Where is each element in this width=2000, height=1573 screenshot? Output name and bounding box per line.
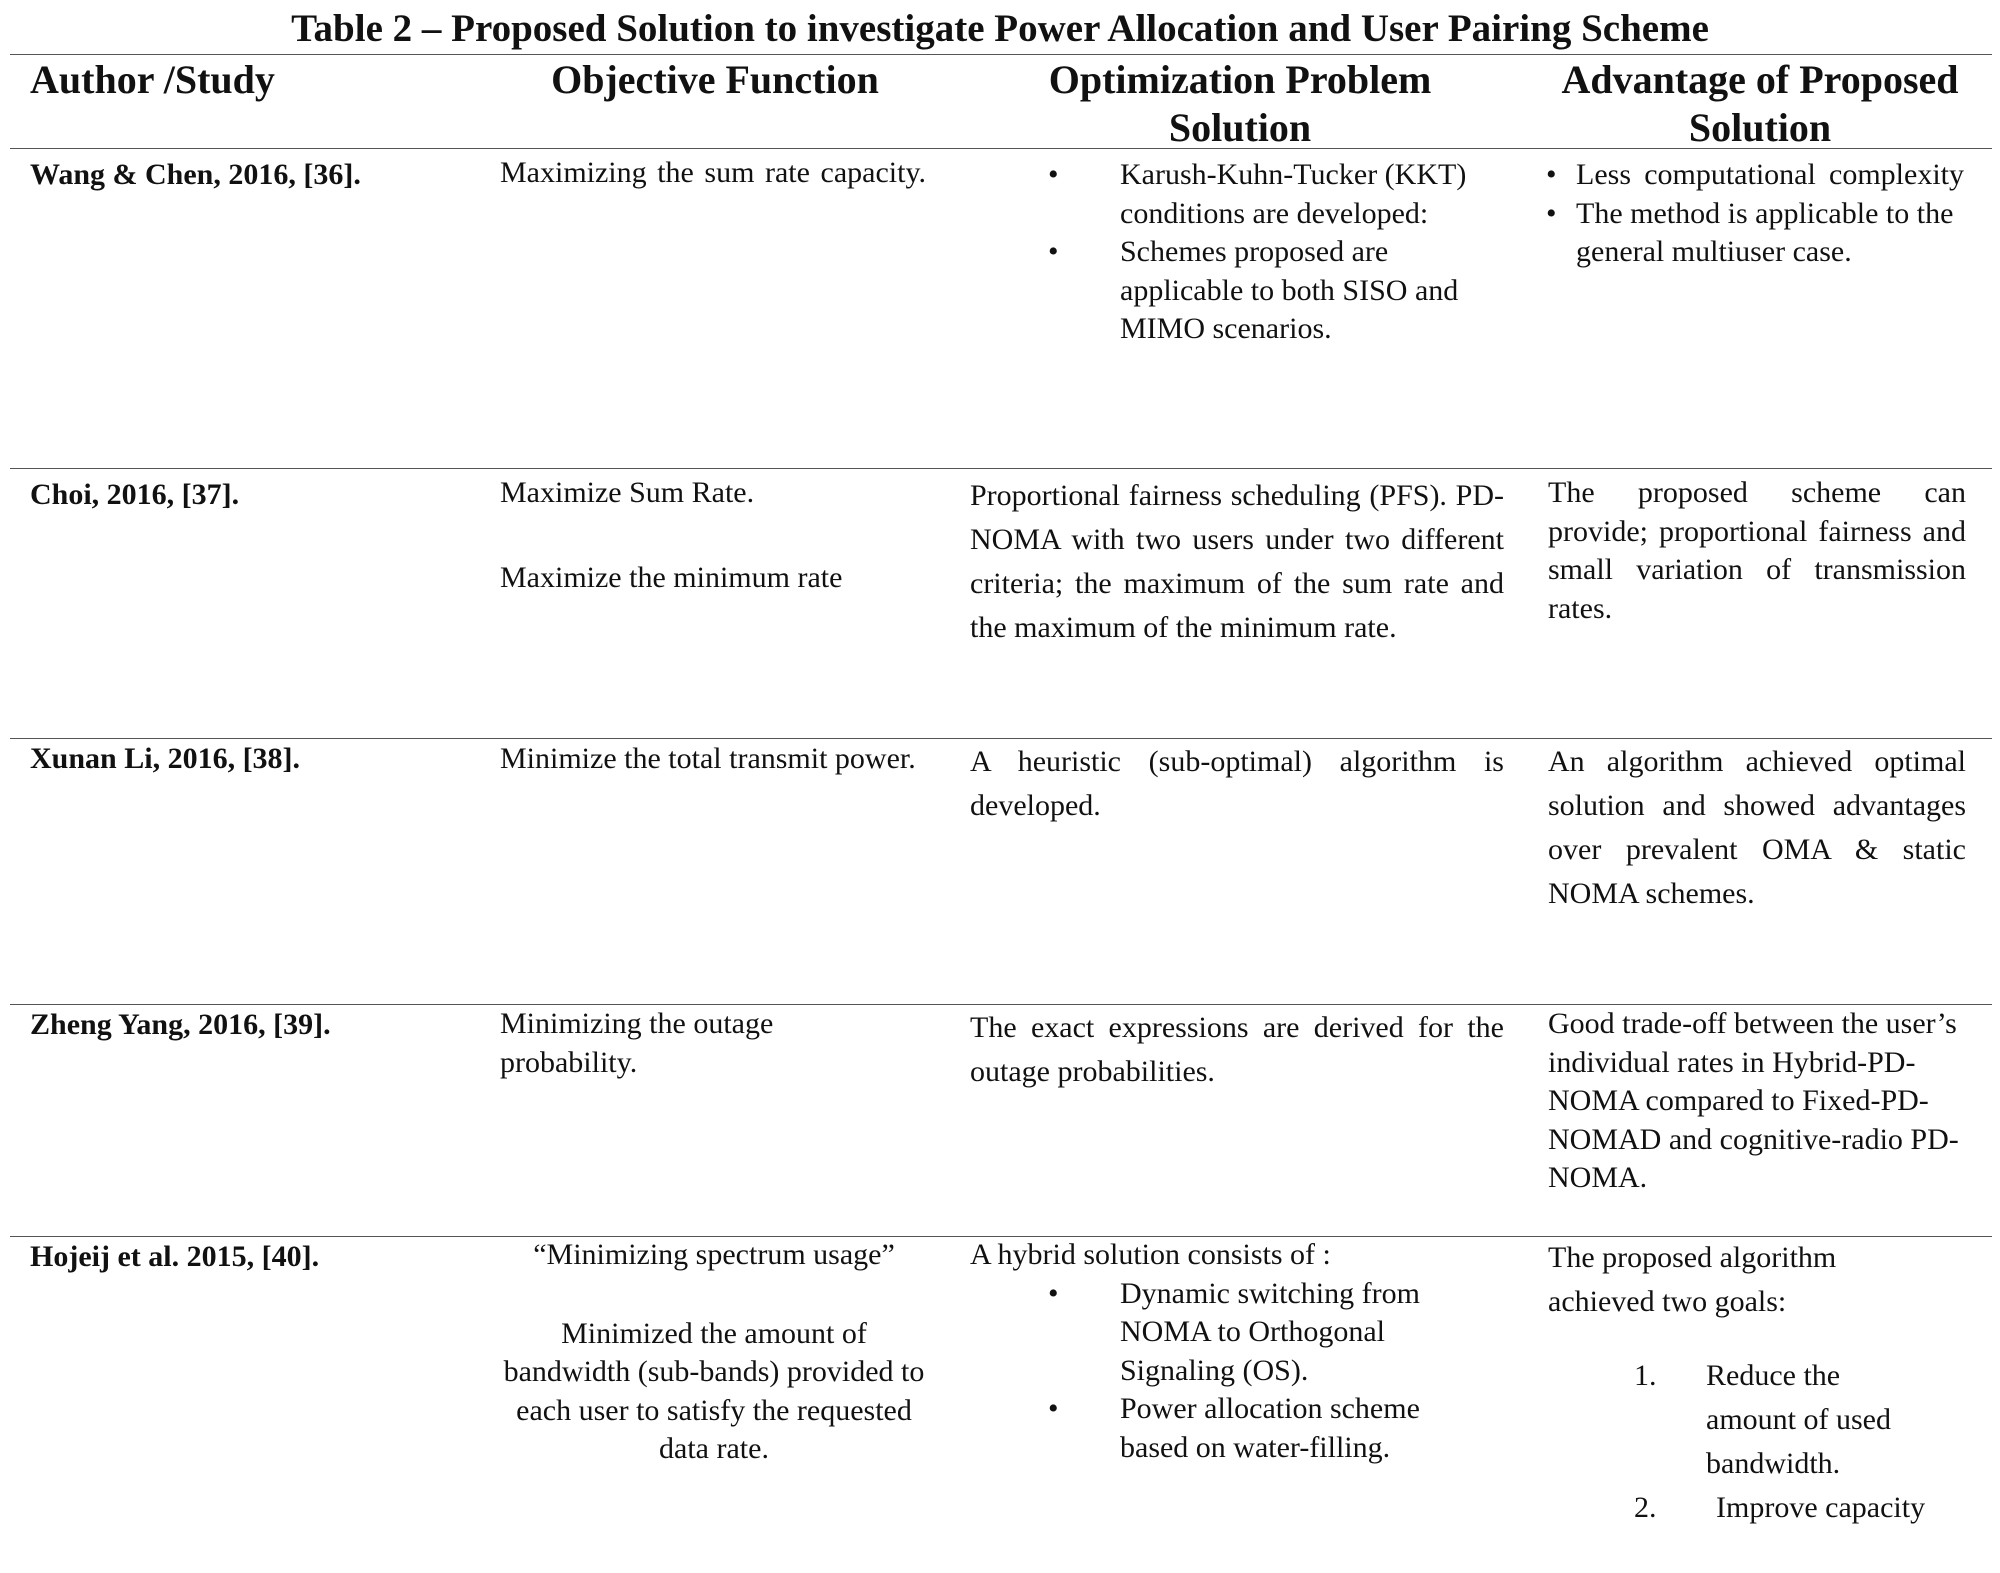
row-4-optimization: The exact expressions are derived for the outage probabilities.	[970, 1011, 1504, 1088]
row-1-optimization-bullet-1: • Karush-Kuhn-Tucker (KKT) conditions are developed:	[1048, 158, 1467, 230]
row-5-advantage-list	[1634, 1354, 1988, 1530]
row-3-objective: Minimize the total transmit power.	[500, 742, 916, 775]
row-2-objective	[500, 474, 930, 597]
row-5-author: Hojeij et al. 2015, [40].	[30, 1240, 320, 1273]
row-1-advantage-bullet-2: • The method is applicable to the general multiuser case.	[1546, 196, 1954, 268]
row-5-advantage-item-2: 2. Improve capacity	[1634, 1491, 1926, 1524]
header-objective: Objective Function	[551, 57, 879, 102]
row-5-advantage	[1548, 1236, 1988, 1530]
row-3-optimization: A heuristic (sub-optimal) algorithm is developed.	[970, 745, 1504, 822]
row-4-objective: Minimizing the outage probability.	[500, 1007, 774, 1079]
row-5-optimization-bullet-1: • Dynamic switching from NOMA to Orthogonal Signaling (OS).	[1048, 1276, 1420, 1387]
row-1-rule	[10, 468, 1992, 469]
header-bottom-rule	[10, 148, 1992, 149]
row-2-author: Choi, 2016, [37].	[30, 478, 240, 511]
row-5-objective	[498, 1236, 930, 1469]
row-2-objective-line-2: Maximize the minimum rate	[500, 560, 843, 594]
row-4-author: Zheng Yang, 2016, [39].	[30, 1008, 331, 1041]
header-advantage: Advantage of Proposed Solution	[1561, 57, 1959, 150]
row-5-objective-line-2: Minimized the amount of bandwidth (sub-bands) provided to each user to satisfy the requested data rate.	[503, 1316, 925, 1465]
row-5-advantage-intro: The proposed algorithm achieved two goals:	[1548, 1241, 1837, 1318]
row-5-optimization	[970, 1236, 1504, 1467]
row-1-optimization-bullet-2: • Schemes proposed are applicable to both SISO and MIMO scenarios.	[1048, 235, 1459, 345]
row-1-author: Wang & Chen, 2016, [36].	[30, 158, 361, 191]
row-3-author: Xunan Li, 2016, [38].	[30, 742, 301, 775]
header-top-rule	[10, 54, 1992, 55]
row-1-advantage-bullet-1: • Less computational complexity	[1546, 158, 1964, 191]
row-5-objective-line-1: “Minimizing spectrum usage”	[533, 1238, 895, 1271]
header-author: Author /Study	[30, 57, 275, 102]
row-2-advantage: The proposed scheme can provide; proportional fairness and small variation of transmission rates.	[1548, 476, 1966, 625]
row-4-advantage: Good trade-off between the user’s individual rates in Hybrid-PD-NOMA compared to Fixed-PD-NOMAD and cognitive-radio PD-NOMA.	[1548, 1007, 1959, 1194]
row-1-advantage	[1546, 156, 1964, 272]
row-2-rule	[10, 738, 1992, 739]
header-optimization: Optimization Problem Solution	[1048, 57, 1432, 150]
row-3-advantage: An algorithm achieved optimal solution and showed advantages over prevalent OMA & static NOMA schemes.	[1548, 745, 1966, 910]
row-1-objective-text: Maximizing the sum rate capacity.	[500, 156, 926, 189]
row-2-objective-line-1: Maximize Sum Rate.	[500, 476, 755, 509]
row-2-optimization: Proportional fairness scheduling (PFS). PD-NOMA with two users under two different criteria; the maximum of the sum rate and the maximum of the minimum rate.	[970, 479, 1504, 644]
row-5-optimization-bullet-2: • Power allocation scheme based on water-filling.	[1048, 1392, 1420, 1464]
row-1-objective	[500, 154, 926, 193]
table-title: Table 2 – Proposed Solution to investigate Power Allocation and User Pairing Scheme	[291, 7, 1709, 50]
row-1-optimization	[1048, 156, 1508, 349]
row-5-advantage-item-1: 1. Reduce the amount of used bandwidth.	[1634, 1359, 1891, 1480]
row-5-optimization-intro: A hybrid solution consists of :	[970, 1238, 1331, 1271]
